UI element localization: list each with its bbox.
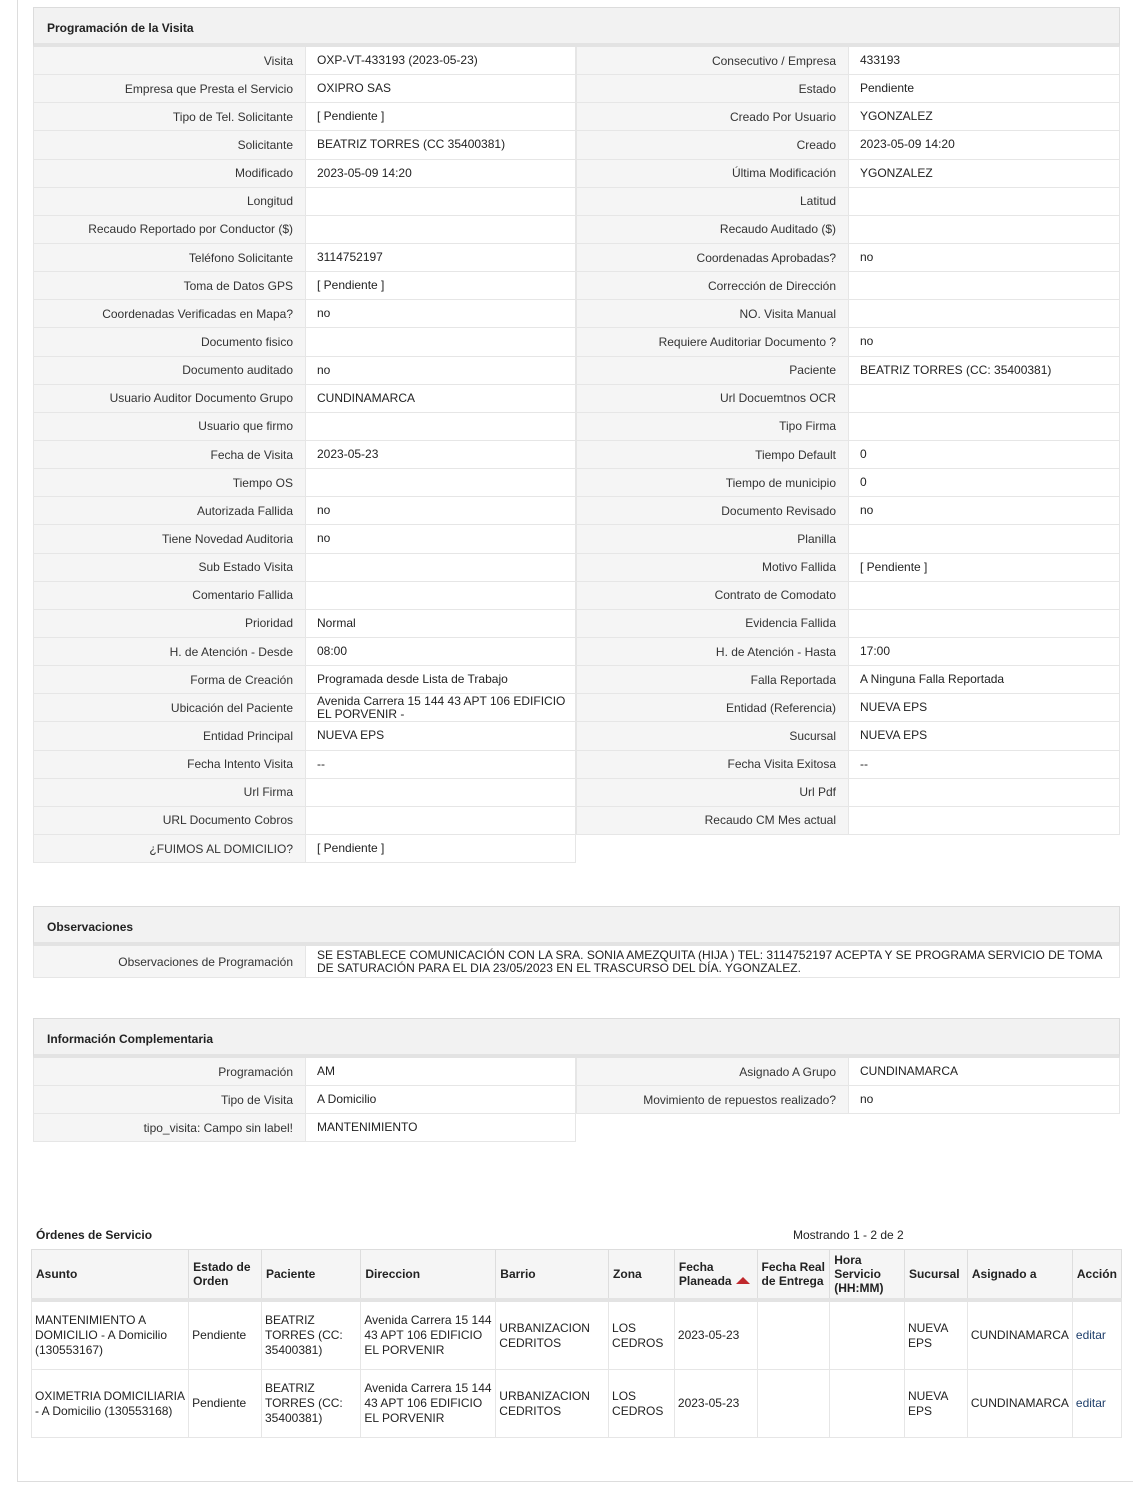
cell-asunto: OXIMETRIA DOMICILIARIA - A Domicilio (130553168)	[32, 1370, 189, 1438]
col-estado-orden[interactable]: Estado de Orden	[189, 1250, 262, 1301]
field-value	[305, 582, 576, 610]
field-label: Recaudo Auditado ($)	[576, 216, 848, 244]
field-label: Forma de Creación	[33, 666, 305, 694]
cell-asunto: MANTENIMIENTO A DOMICILIO - A Domicilio (130553167)	[32, 1300, 189, 1370]
field-label: Última Modificación	[576, 160, 848, 188]
field-label: Url Pdf	[576, 779, 848, 807]
field-value: BEATRIZ TORRES (CC: 35400381)	[848, 357, 1120, 385]
field-label: Evidencia Fallida	[576, 610, 848, 638]
field-value	[305, 469, 576, 497]
field-label: Url Firma	[33, 779, 305, 807]
field-label: Documento Revisado	[576, 497, 848, 525]
field-value	[848, 779, 1120, 807]
field-value	[848, 610, 1120, 638]
field-label: Usuario Auditor Documento Grupo	[33, 385, 305, 413]
empty-cell	[576, 1114, 848, 1142]
field-value: AM	[305, 1058, 576, 1086]
cell-zona: LOS CEDROS	[609, 1370, 675, 1438]
complementaria-panel	[33, 1018, 1120, 1142]
field-label: H. de Atención - Hasta	[576, 638, 848, 666]
field-label: Contrato de Comodato	[576, 582, 848, 610]
field-label: Movimiento de repuestos realizado?	[576, 1086, 848, 1114]
field-label: Creado	[576, 131, 848, 159]
field-value: no	[305, 300, 576, 328]
field-label: Sucursal	[576, 722, 848, 750]
field-label: Visita	[33, 47, 305, 75]
field-label: Prioridad	[33, 610, 305, 638]
field-label: Modificado	[33, 160, 305, 188]
field-label: Asignado A Grupo	[576, 1058, 848, 1086]
cell-barrio: URBANIZACION CEDRITOS	[496, 1370, 609, 1438]
cell-barrio: URBANIZACION CEDRITOS	[496, 1300, 609, 1370]
field-value	[305, 807, 576, 835]
field-value: MANTENIMIENTO	[305, 1114, 576, 1142]
field-label: Entidad (Referencia)	[576, 694, 848, 722]
field-label: Estado	[576, 75, 848, 103]
cell-hora	[830, 1370, 905, 1438]
field-value	[848, 413, 1120, 441]
field-label: Tiempo de municipio	[576, 469, 848, 497]
field-value: OXIPRO SAS	[305, 75, 576, 103]
table-row	[32, 1300, 1122, 1370]
field-value: no	[305, 497, 576, 525]
field-value: BEATRIZ TORRES (CC 35400381)	[305, 131, 576, 159]
observaciones-header: Observaciones	[33, 906, 1120, 946]
observaciones-grid	[33, 946, 1120, 978]
sort-ascending-icon	[736, 1277, 750, 1284]
table-row	[32, 1370, 1122, 1438]
ordenes-title: Órdenes de Servicio	[36, 1228, 153, 1242]
cell-direccion: Avenida Carrera 15 144 43 APT 106 EDIFICIO EL PORVENIR	[361, 1300, 496, 1370]
complementaria-grid	[33, 1058, 1120, 1142]
observaciones-panel	[33, 906, 1120, 978]
cell-sucursal: NUEVA EPS	[904, 1370, 967, 1438]
field-value	[305, 554, 576, 582]
cell-hora	[830, 1300, 905, 1370]
field-label: Requiere Auditoriar Documento ?	[576, 328, 848, 356]
col-direccion[interactable]: Direccion	[361, 1250, 496, 1301]
field-label: Toma de Datos GPS	[33, 272, 305, 300]
field-label: Tiempo OS	[33, 469, 305, 497]
field-value: 0	[848, 441, 1120, 469]
field-value: no	[848, 328, 1120, 356]
field-label: Tiempo Default	[576, 441, 848, 469]
field-value	[848, 300, 1120, 328]
field-value: NUEVA EPS	[848, 694, 1120, 722]
field-value: no	[848, 1086, 1120, 1114]
field-label: ¿FUIMOS AL DOMICILIO?	[33, 835, 305, 863]
field-value: 3114752197	[305, 244, 576, 272]
field-value: CUNDINAMARCA	[848, 1058, 1120, 1086]
field-label: Coordenadas Verificadas en Mapa?	[33, 300, 305, 328]
field-value: Pendiente	[848, 75, 1120, 103]
field-label: Recaudo Reportado por Conductor ($)	[33, 216, 305, 244]
field-value: Normal	[305, 610, 576, 638]
programacion-grid	[33, 47, 1120, 863]
field-label: Comentario Fallida	[33, 582, 305, 610]
field-value: A Domicilio	[305, 1086, 576, 1114]
field-value: YGONZALEZ	[848, 103, 1120, 131]
field-label: Programación	[33, 1058, 305, 1086]
cell-estado: Pendiente	[189, 1300, 262, 1370]
col-paciente[interactable]: Paciente	[261, 1250, 360, 1301]
field-value: no	[305, 525, 576, 553]
field-value	[848, 807, 1120, 835]
programacion-panel	[33, 7, 1120, 863]
field-value	[848, 385, 1120, 413]
cell-accion	[1072, 1300, 1121, 1370]
cell-fecha-real	[757, 1370, 830, 1438]
field-value: [ Pendiente ]	[305, 272, 576, 300]
edit-link[interactable]: editar	[1075, 1328, 1106, 1342]
field-label: Creado Por Usuario	[576, 103, 848, 131]
field-label: Tipo de Tel. Solicitante	[33, 103, 305, 131]
field-value: YGONZALEZ	[848, 160, 1120, 188]
field-label: Url Docuemtnos OCR	[576, 385, 848, 413]
col-fecha-planeada-label: Fecha Planeada	[678, 1260, 732, 1288]
col-zona[interactable]: Zona	[609, 1250, 675, 1301]
empty-cell	[848, 835, 1120, 863]
col-sucursal[interactable]: Sucursal	[904, 1250, 967, 1301]
field-value	[848, 216, 1120, 244]
cell-paciente: BEATRIZ TORRES (CC: 35400381)	[261, 1300, 360, 1370]
field-value	[305, 413, 576, 441]
field-value: CUNDINAMARCA	[305, 385, 576, 413]
field-value: 17:00	[848, 638, 1120, 666]
field-label: Recaudo CM Mes actual	[576, 807, 848, 835]
observaciones-value: SE ESTABLECE COMUNICACIÓN CON LA SRA. SONIA AMEZQUITA (HIJA ) TEL: 3114752197 ACEPTA Y SE PROGRAMA SERVICIO DE TOMA DE SATURACIÓN PARA EL DIA 23/05/2023 EN EL TRASCURSO DEL DÍA. YGONZALEZ.	[305, 946, 1120, 978]
ordenes-header-row	[32, 1250, 1122, 1301]
field-value	[848, 525, 1120, 553]
field-label: Coordenadas Aprobadas?	[576, 244, 848, 272]
field-value: NUEVA EPS	[848, 722, 1120, 750]
field-label: Tipo de Visita	[33, 1086, 305, 1114]
field-label: Fecha Visita Exitosa	[576, 751, 848, 779]
field-label: Tiene Novedad Auditoria	[33, 525, 305, 553]
field-label: Documento auditado	[33, 357, 305, 385]
field-value	[305, 779, 576, 807]
field-value	[848, 188, 1120, 216]
cell-fecha-real	[757, 1300, 830, 1370]
field-value: [ Pendiente ]	[305, 103, 576, 131]
cell-sucursal: NUEVA EPS	[904, 1300, 967, 1370]
field-label: Ubicación del Paciente	[33, 694, 305, 722]
field-value: 433193	[848, 47, 1120, 75]
field-label: H. de Atención - Desde	[33, 638, 305, 666]
field-value	[305, 216, 576, 244]
field-label: Teléfono Solicitante	[33, 244, 305, 272]
field-label: Fecha de Visita	[33, 441, 305, 469]
field-label: URL Documento Cobros	[33, 807, 305, 835]
field-label: Corrección de Dirección	[576, 272, 848, 300]
field-label: Motivo Fallida	[576, 554, 848, 582]
field-value: [ Pendiente ]	[305, 835, 576, 863]
field-label: tipo_visita: Campo sin label!	[33, 1114, 305, 1142]
field-value: A Ninguna Falla Reportada	[848, 666, 1120, 694]
col-asignado[interactable]: Asignado a	[967, 1250, 1072, 1301]
edit-link[interactable]: editar	[1075, 1396, 1106, 1410]
field-value: 2023-05-09 14:20	[305, 160, 576, 188]
cell-asignado: CUNDINAMARCA	[967, 1300, 1072, 1370]
col-fecha-planeada[interactable]	[674, 1250, 757, 1301]
field-value: OXP-VT-433193 (2023-05-23)	[305, 47, 576, 75]
field-label: Usuario que firmo	[33, 413, 305, 441]
field-label: Tipo Firma	[576, 413, 848, 441]
field-label: Consecutivo / Empresa	[576, 47, 848, 75]
field-value: no	[305, 357, 576, 385]
field-label: Empresa que Presta el Servicio	[33, 75, 305, 103]
complementaria-header: Información Complementaria	[33, 1018, 1120, 1058]
cell-direccion: Avenida Carrera 15 144 43 APT 106 EDIFICIO EL PORVENIR	[361, 1370, 496, 1438]
field-value: 0	[848, 469, 1120, 497]
col-fecha-real[interactable]: Fecha Real de Entrega	[757, 1250, 830, 1301]
cell-asignado: CUNDINAMARCA	[967, 1370, 1072, 1438]
field-label: Fecha Intento Visita	[33, 751, 305, 779]
field-value	[848, 272, 1120, 300]
field-label: Latitud	[576, 188, 848, 216]
field-label: Autorizada Fallida	[33, 497, 305, 525]
field-value: no	[848, 244, 1120, 272]
field-value	[848, 582, 1120, 610]
col-hora-servicio[interactable]: Hora Servicio (HH:MM)	[830, 1250, 905, 1301]
field-label: Planilla	[576, 525, 848, 553]
col-accion: Acción	[1072, 1250, 1121, 1301]
col-barrio[interactable]: Barrio	[496, 1250, 609, 1301]
cell-fecha-planeada: 2023-05-23	[674, 1370, 757, 1438]
ordenes-count: Mostrando 1 - 2 de 2	[793, 1228, 904, 1242]
field-value: 2023-05-23	[305, 441, 576, 469]
cell-paciente: BEATRIZ TORRES (CC: 35400381)	[261, 1370, 360, 1438]
field-label: Entidad Principal	[33, 722, 305, 750]
col-asunto[interactable]: Asunto	[32, 1250, 189, 1301]
field-value	[305, 328, 576, 356]
cell-estado: Pendiente	[189, 1370, 262, 1438]
cell-zona: LOS CEDROS	[609, 1300, 675, 1370]
cell-accion	[1072, 1370, 1121, 1438]
field-label: Falla Reportada	[576, 666, 848, 694]
field-value: 2023-05-09 14:20	[848, 131, 1120, 159]
field-value: 08:00	[305, 638, 576, 666]
field-value: NUEVA EPS	[305, 722, 576, 750]
field-value: Avenida Carrera 15 144 43 APT 106 EDIFICIO EL PORVENIR -	[305, 694, 576, 722]
field-label: Documento fisico	[33, 328, 305, 356]
field-label: Longitud	[33, 188, 305, 216]
field-value: --	[305, 751, 576, 779]
observaciones-label: Observaciones de Programación	[33, 946, 305, 978]
field-value	[305, 188, 576, 216]
ordenes-table	[31, 1249, 1122, 1438]
field-value: --	[848, 751, 1120, 779]
field-label: NO. Visita Manual	[576, 300, 848, 328]
empty-cell	[848, 1114, 1120, 1142]
field-value: Programada desde Lista de Trabajo	[305, 666, 576, 694]
field-value: [ Pendiente ]	[848, 554, 1120, 582]
field-label: Paciente	[576, 357, 848, 385]
programacion-header: Programación de la Visita	[33, 7, 1120, 47]
field-label: Solicitante	[33, 131, 305, 159]
field-label: Sub Estado Visita	[33, 554, 305, 582]
cell-fecha-planeada: 2023-05-23	[674, 1300, 757, 1370]
field-value: no	[848, 497, 1120, 525]
empty-cell	[576, 835, 848, 863]
